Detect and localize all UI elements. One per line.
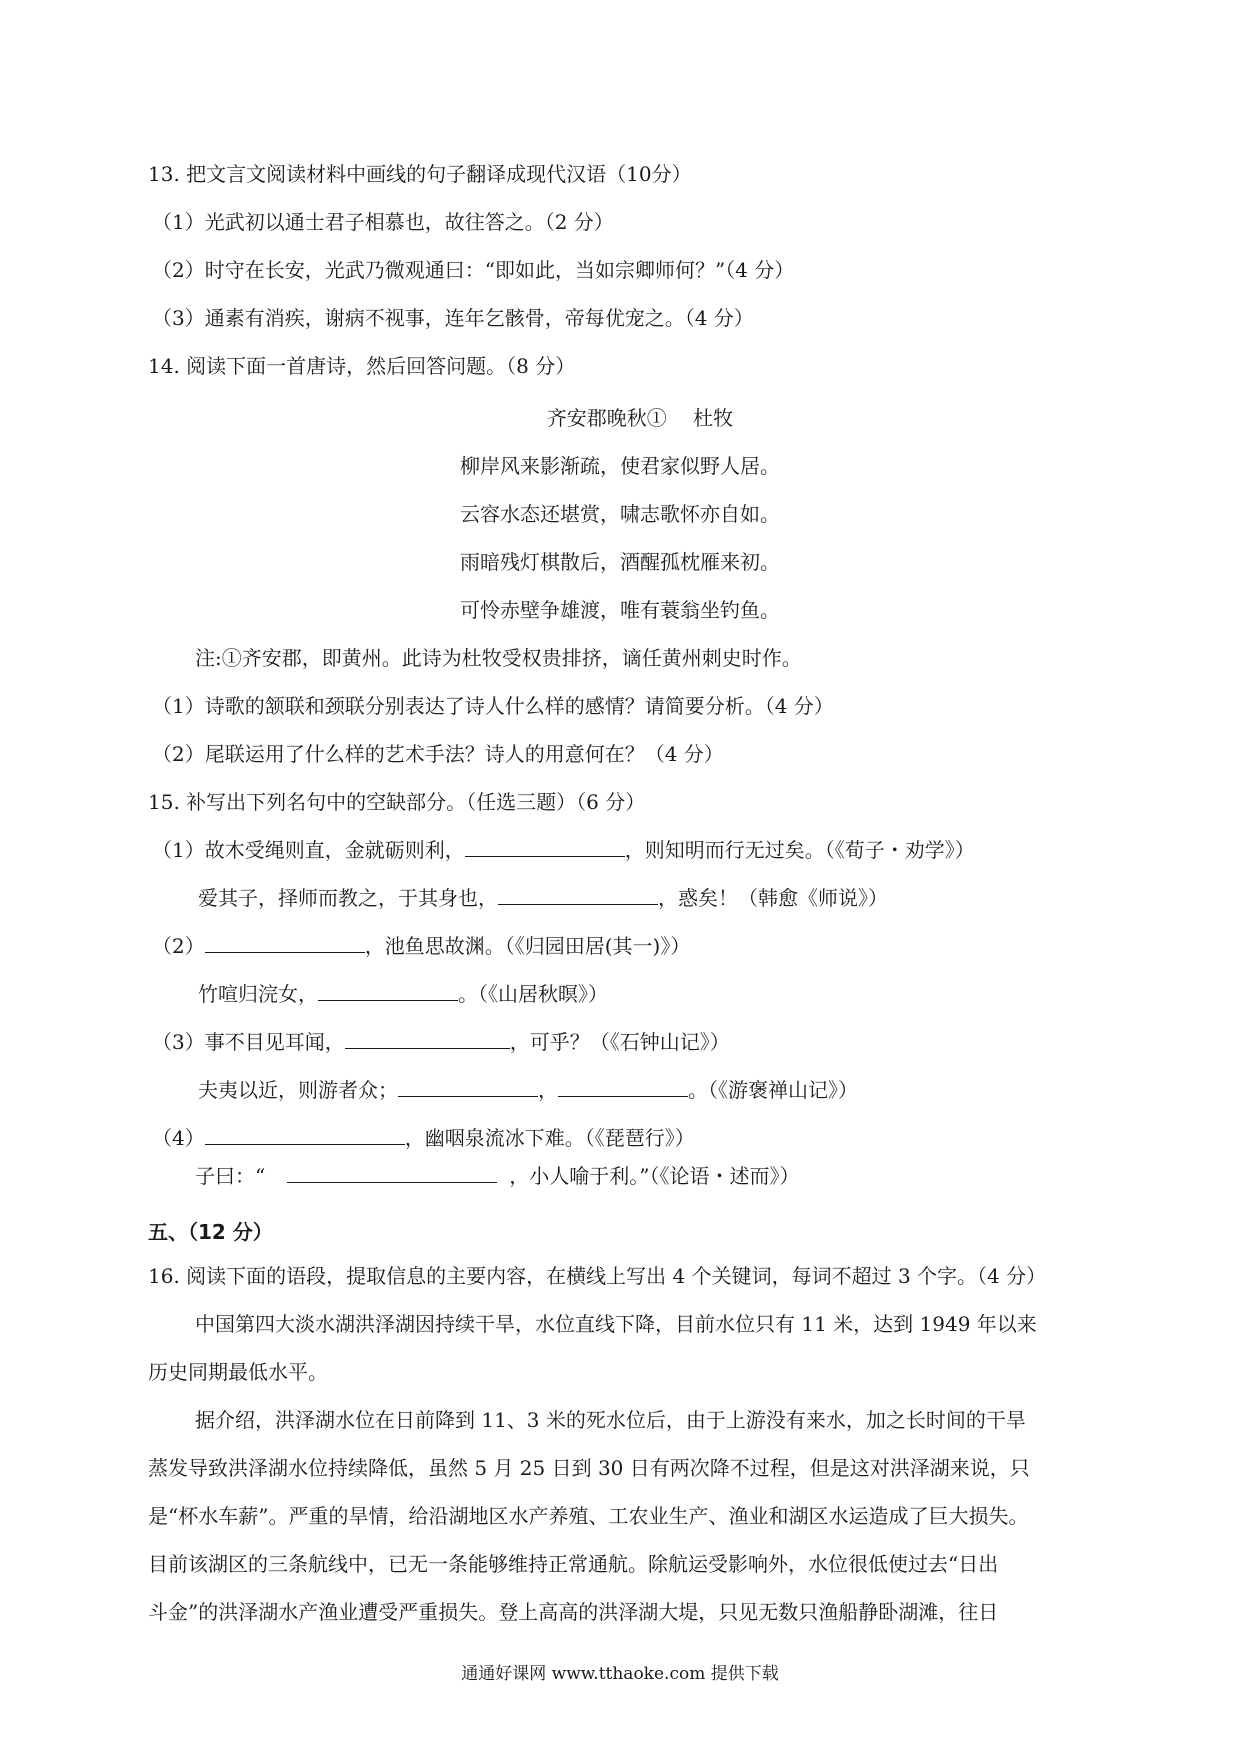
q15-line-3-text-b: ，池鱼思故渊。（《归园田居(其一)》） xyxy=(364,934,691,958)
poem-line-1: 柳岸风来影渐疏，使君家似野人居。 xyxy=(460,454,780,478)
q14-item-2: （2）尾联运用了什么样的艺术手法？诗人的用意何在？（4 分） xyxy=(152,742,724,766)
q15-line-8-text-b: ，小人喻于利。”（《论语・述而》） xyxy=(509,1164,800,1188)
answer-blank[interactable] xyxy=(498,886,658,905)
answer-blank[interactable] xyxy=(398,1078,538,1097)
q15-line-6-text-c: 。（《游褒禅山记》） xyxy=(688,1078,858,1102)
section-5-heading: 五、（12 分） xyxy=(148,1220,273,1244)
q15-line-1-text-b: ，则知明而行无过矣。（《荀子・劝学》） xyxy=(624,838,975,862)
q15-line-4-text-b: 。（《山居秋暝》） xyxy=(458,982,608,1006)
q15-line-5 xyxy=(152,1028,730,1056)
q15-line-6 xyxy=(198,1076,858,1104)
q15-line-7-text-b: ，幽咽泉流冰下难。（《琵琶行》） xyxy=(404,1126,695,1150)
answer-blank[interactable] xyxy=(205,1126,405,1145)
answer-blank[interactable] xyxy=(287,1164,497,1183)
q15-line-3-text-a: （2） xyxy=(152,934,205,958)
q13-title: 13. 把文言文阅读材料中画线的句子翻译成现代汉语（10分） xyxy=(148,162,692,186)
q15-title: 15. 补写出下列名句中的空缺部分。（任选三题）（6 分） xyxy=(148,790,646,814)
q15-line-6-text-a: 夫夷以近，则游者众； xyxy=(198,1078,398,1102)
page-footer: 通通好课网 www.tthaoke.com 提供下载 xyxy=(461,1664,779,1684)
poem-line-4: 可怜赤壁争雄渡，唯有蓑翁坐钓鱼。 xyxy=(460,598,780,622)
q15-line-1-text-a: （1）故木受绳则直，金就砺则利， xyxy=(152,838,465,862)
q16-paragraph-2-line-3: 是“杯水车薪”。严重的旱情，给沿湖地区水产养殖、工农业生产、渔业和湖区水运造成了巨大损失。 xyxy=(148,1504,1029,1528)
q16-paragraph-2-line-5: 斗金”的洪泽湖水产渔业遭受严重损失。登上高高的洪泽湖大堤，只见无数只渔船静卧湖滩，往日 xyxy=(148,1600,999,1624)
q13-item-2: （2）时守在长安，光武乃微观通曰：“即如此，当如宗卿师何？”（4 分） xyxy=(152,258,795,282)
q16-paragraph-1-line-2: 历史同期最低水平。 xyxy=(148,1360,328,1384)
q13-item-1: （1）光武初以通士君子相慕也，故往答之。（2 分） xyxy=(152,210,614,234)
q15-line-8 xyxy=(195,1162,799,1190)
q13-item-3: （3）通素有消疾，谢病不视事，连年乞骸骨，帝每优宠之。（4 分） xyxy=(152,306,754,330)
q15-line-6-text-b: ， xyxy=(538,1078,558,1102)
q16-title: 16. 阅读下面的语段，提取信息的主要内容，在横线上写出 4 个关键词，每词不超过 3 个字。（4 分） xyxy=(148,1264,1047,1288)
q16-paragraph-2-line-1: 据介绍，洪泽湖水位在日前降到 11、3 米的死水位后，由于上游没有来水，加之长时间的干旱 xyxy=(195,1408,1026,1432)
q15-line-8-text-a: 子曰：“ xyxy=(195,1164,266,1188)
poem-line-3: 雨暗残灯棋散后，酒醒孤枕雁来初。 xyxy=(460,550,780,574)
q15-line-7 xyxy=(152,1124,695,1152)
q15-line-2-text-b: ，惑矣！（韩愈《师说》） xyxy=(658,886,888,910)
q14-item-1: （1）诗歌的颔联和颈联分别表达了诗人什么样的感情？请简要分析。（4 分） xyxy=(152,694,834,718)
q16-paragraph-2-line-4: 目前该湖区的三条航线中，已无一条能够维持正常通航。除航运受影响外，水位很低使过去“日出 xyxy=(148,1552,999,1576)
q16-paragraph-2-line-2: 蒸发导致洪泽湖水位持续降低，虽然 5 月 25 日到 30 日有两次降不过程，但是这对洪泽湖来说，只 xyxy=(148,1456,1030,1480)
q15-line-2-text-a: 爱其子，择师而教之，于其身也， xyxy=(198,886,498,910)
poem-title: 齐安郡晚秋① 杜牧 xyxy=(546,406,734,430)
answer-blank[interactable] xyxy=(205,934,365,953)
answer-blank[interactable] xyxy=(558,1078,688,1097)
answer-blank[interactable] xyxy=(465,838,625,857)
q15-line-5-text-a: （3）事不目见耳闻， xyxy=(152,1030,345,1054)
poem-line-2: 云容水态还堪赏，啸志歌怀亦自如。 xyxy=(460,502,780,526)
q15-line-7-text-a: （4） xyxy=(152,1126,205,1150)
q15-line-2 xyxy=(198,884,888,912)
answer-blank[interactable] xyxy=(318,982,458,1001)
q15-line-4-text-a: 竹喧归浣女， xyxy=(198,982,318,1006)
q16-paragraph-1-line-1: 中国第四大淡水湖洪泽湖因持续干旱，水位直线下降，目前水位只有 11 米，达到 1949 年以来 xyxy=(195,1312,1037,1336)
poem-note: 注:①齐安郡，即黄州。此诗为杜牧受权贵排挤，谪任黄州刺史时作。 xyxy=(195,646,802,670)
q15-line-4 xyxy=(198,980,608,1008)
q15-line-5-text-b: ，可乎？（《石钟山记》） xyxy=(509,1030,730,1054)
q15-line-3 xyxy=(152,932,690,960)
q14-title: 14. 阅读下面一首唐诗，然后回答问题。（8 分） xyxy=(148,354,576,378)
answer-blank[interactable] xyxy=(345,1030,510,1049)
q15-line-1 xyxy=(152,836,975,864)
